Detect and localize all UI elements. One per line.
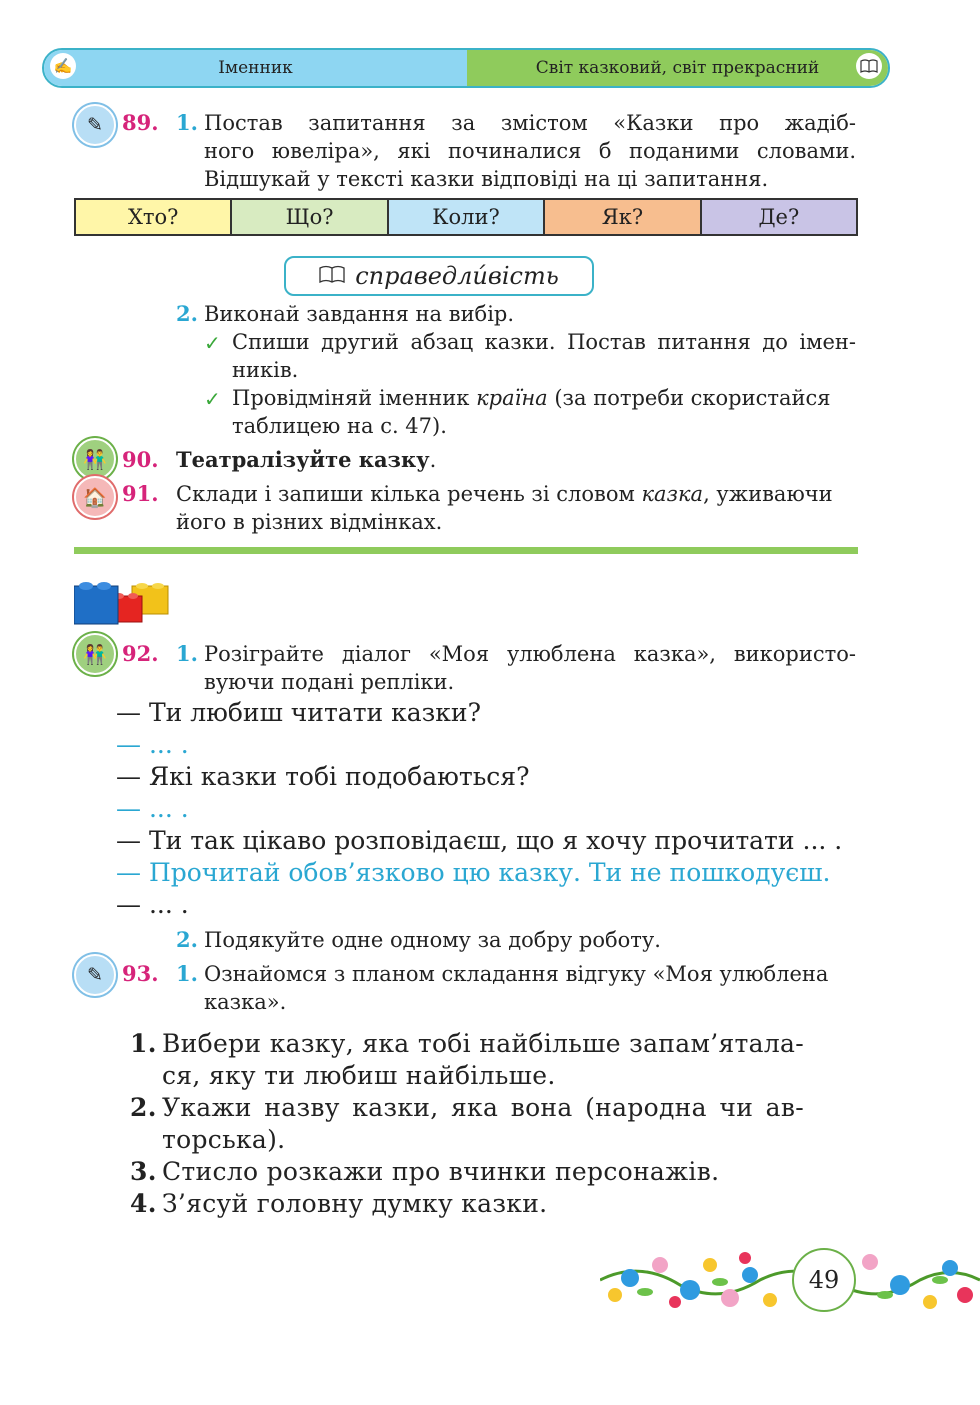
- choice-word: країна: [476, 386, 548, 410]
- task-number: 92.: [122, 641, 159, 666]
- task-text: Виконай завдання на вибір.: [204, 302, 515, 326]
- header-section-right: [467, 50, 888, 86]
- check-icon: ✓: [204, 387, 221, 411]
- book-icon: [856, 53, 882, 79]
- dialog-line: — ... .: [116, 730, 189, 759]
- choice-text-part: Провідміняй іменник: [232, 386, 477, 410]
- task-text-bold: Театралізуйте казку: [176, 447, 430, 472]
- homework-house-icon: 🏠: [74, 476, 116, 518]
- pair-work-icon: 👫: [74, 438, 116, 480]
- choice-text: [232, 384, 856, 412]
- task-text: його в різних відмінках.: [176, 510, 443, 534]
- task-word: казка: [641, 482, 704, 506]
- task-text-end: .: [429, 448, 437, 472]
- writing-task-icon: ✎: [74, 104, 116, 146]
- pencil-icon: ✍: [50, 53, 76, 79]
- vocabulary-word: справедли́вість: [355, 262, 559, 290]
- plan-item-text: торська).: [162, 1125, 286, 1154]
- subtask-number: 2.: [176, 927, 198, 952]
- task-text: [176, 446, 436, 474]
- choice-text: таблицею на с. 47).: [232, 414, 447, 438]
- task-text: вуючи подані репліки.: [204, 670, 455, 694]
- task-text-part: Склади і запиши кілька речень зі словом: [176, 482, 642, 506]
- section-divider: [74, 547, 858, 554]
- question-cell: Хто?: [76, 200, 232, 234]
- check-icon: ✓: [204, 331, 221, 355]
- task-text: Розіграйте діалог «Моя улюблена казка», використо-: [204, 642, 856, 666]
- question-cell: Як?: [545, 200, 701, 234]
- plan-item-text: З’ясуй головну думку казки.: [162, 1189, 548, 1218]
- question-cell: Коли?: [389, 200, 545, 234]
- plan-item-number: 4.: [130, 1189, 157, 1218]
- book-icon: [319, 264, 345, 288]
- header-section-left: [44, 50, 467, 86]
- task-text: казка».: [204, 990, 287, 1014]
- task-text: Відшукай у тексті казки відповіді на ці запитання.: [204, 167, 769, 191]
- plan-item-text: ся, яку ти любиш найбільше.: [162, 1061, 556, 1090]
- plan-item-number: 3.: [130, 1157, 157, 1186]
- plan-item-number: 2.: [130, 1093, 157, 1122]
- dialog-line: — ... .: [116, 890, 189, 919]
- task-text: Подякуйте одне одному за добру роботу.: [204, 928, 661, 952]
- task-number: 89.: [122, 110, 159, 135]
- task-number: 90.: [122, 447, 159, 472]
- task-text-part: , уживаючи: [703, 482, 833, 506]
- plan-item-text: Вибери казку, яка тобі найбільше запам’ятала-: [162, 1029, 804, 1058]
- plan-item-text: Стисло розкажи про вчинки персонажів.: [162, 1157, 720, 1186]
- dialog-line: — ... .: [116, 794, 189, 823]
- dialog-line: — Прочитай обов’язково цю казку. Ти не пошкодуєш.: [116, 858, 831, 887]
- header-chapter: Світ казковий, світ прекрасний: [535, 58, 820, 78]
- choice-text: Спиши другий абзац казки. Постав питання до імен-: [232, 330, 856, 354]
- task-text: Постав запитання за змістом «Казки про жадіб-: [204, 111, 856, 135]
- task-number: 93.: [122, 961, 159, 986]
- dialog-line: — Ти любиш читати казки?: [116, 698, 482, 727]
- chapter-header: [42, 48, 890, 88]
- lego-bricks-icon: [74, 574, 170, 626]
- choice-text: ників.: [232, 358, 299, 382]
- task-text: Ознайомся з планом складання відгуку «Моя улюблена: [204, 962, 829, 986]
- subtask-number: 2.: [176, 301, 198, 326]
- question-cell: Де?: [702, 200, 856, 234]
- plan-item-number: 1.: [130, 1029, 157, 1058]
- page-number: 49: [792, 1248, 856, 1312]
- task-number: 91.: [122, 481, 159, 506]
- question-cell: Що?: [232, 200, 388, 234]
- choice-text-part: (за потреби скористайся: [547, 386, 831, 410]
- subtask-number: 1.: [176, 110, 198, 135]
- flower-garland-decoration: [600, 1240, 980, 1320]
- dialog-line: — Ти так цікаво розповідаєш, що я хочу прочитати ... .: [116, 826, 843, 855]
- writing-task-icon: ✎: [74, 954, 116, 996]
- header-topic: Іменник: [218, 58, 293, 78]
- task-text: ного ювеліра», які починалися б поданими словами.: [204, 139, 856, 163]
- plan-item-text: Укажи назву казки, яка вона (народна чи ав-: [162, 1093, 804, 1122]
- vocabulary-box: [284, 256, 594, 296]
- dialog-line: — Які казки тобі подобаються?: [116, 762, 530, 791]
- pair-work-icon: 👫: [74, 633, 116, 675]
- question-words-table: [74, 198, 858, 236]
- subtask-number: 1.: [176, 961, 198, 986]
- subtask-number: 1.: [176, 641, 198, 666]
- task-text: [176, 480, 856, 508]
